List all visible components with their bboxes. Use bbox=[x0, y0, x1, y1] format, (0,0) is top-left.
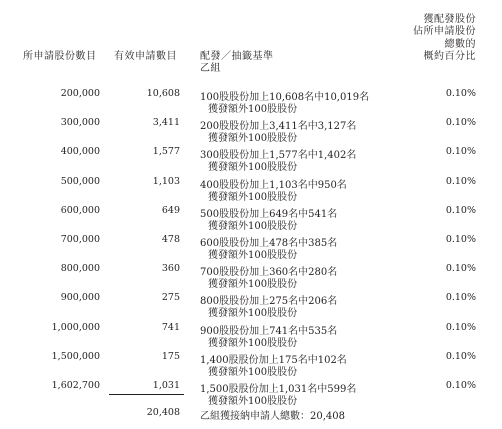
cell-basis-line2: 獲發額外100股股份 bbox=[208, 308, 298, 319]
cell-basis-line1: 900股股份加上741名中535名 bbox=[200, 326, 338, 337]
header-pct-line2: 佔所申請股份 bbox=[413, 26, 476, 37]
table-row bbox=[0, 176, 502, 206]
cell-basis-line2: 獲發額外100股股份 bbox=[208, 221, 298, 232]
cell-basis-line2: 獲發額外100股股份 bbox=[208, 192, 298, 203]
cell-basis-line1: 700股股份加上360名中280名 bbox=[200, 267, 338, 278]
cell-basis-line2: 獲發額外100股股份 bbox=[208, 338, 298, 349]
cell-applied-shares: 300,000 bbox=[60, 117, 100, 128]
header-valid-applications: 有效申請數目 bbox=[114, 51, 177, 62]
cell-applied-shares: 1,602,700 bbox=[51, 380, 100, 391]
cell-basis-line1: 500股股份加上649名中541名 bbox=[200, 209, 338, 220]
cell-allotment-pct: 0.10% bbox=[445, 351, 476, 362]
cell-basis-line1: 300股股份加上1,577名中1,402名 bbox=[200, 150, 357, 161]
table-row bbox=[0, 292, 502, 322]
cell-allotment-pct: 0.10% bbox=[445, 380, 476, 391]
header-applied-shares: 所申請股份數目 bbox=[23, 51, 97, 62]
header-pct-line1: 獲配發股份 bbox=[423, 14, 476, 25]
cell-allotment-pct: 0.10% bbox=[445, 234, 476, 245]
header-allocation-basis: 配發／抽籤基準 bbox=[200, 51, 274, 62]
cell-applied-shares: 500,000 bbox=[60, 176, 100, 187]
header-pct-line3: 總數的 bbox=[444, 39, 476, 50]
cell-valid-applications: 478 bbox=[161, 234, 180, 245]
cell-valid-applications: 1,031 bbox=[152, 380, 180, 391]
cell-allotment-pct: 0.10% bbox=[445, 322, 476, 333]
cell-valid-applications: 1,577 bbox=[152, 146, 180, 157]
table-row bbox=[0, 146, 502, 176]
cell-allotment-pct: 0.10% bbox=[445, 263, 476, 274]
cell-applied-shares: 600,000 bbox=[60, 205, 100, 216]
cell-applied-shares: 1,000,000 bbox=[51, 322, 100, 333]
header-pct-line4: 概約百分比 bbox=[423, 51, 476, 62]
table-row bbox=[0, 88, 502, 118]
table-row bbox=[0, 322, 502, 352]
cell-allotment-pct: 0.10% bbox=[445, 117, 476, 128]
cell-basis-line1: 800股股份加上275名中206名 bbox=[200, 296, 338, 307]
cell-basis-line2: 獲發額外100股股份 bbox=[208, 162, 298, 173]
cell-applied-shares: 400,000 bbox=[60, 146, 100, 157]
cell-valid-applications: 175 bbox=[161, 351, 180, 362]
cell-basis-line1: 1,400股股份加上175名中102名 bbox=[200, 355, 347, 366]
total-label: 乙組獲接納申請人總數：20,408 bbox=[200, 411, 345, 422]
cell-basis-line2: 獲發額外100股股份 bbox=[208, 250, 298, 261]
cell-allotment-pct: 0.10% bbox=[445, 292, 476, 303]
cell-basis-line2: 獲發額外100股股份 bbox=[208, 133, 298, 144]
cell-applied-shares: 200,000 bbox=[60, 88, 100, 99]
cell-basis-line1: 100股股份加上10,608名中10,019名 bbox=[200, 92, 370, 103]
table-row bbox=[0, 205, 502, 235]
cell-valid-applications: 741 bbox=[161, 322, 180, 333]
table-row bbox=[0, 117, 502, 147]
cell-valid-applications: 360 bbox=[161, 263, 180, 274]
cell-basis-line1: 400股股份加上1,103名中950名 bbox=[200, 180, 347, 191]
cell-valid-applications: 1,103 bbox=[152, 176, 180, 187]
cell-allotment-pct: 0.10% bbox=[445, 176, 476, 187]
table-row bbox=[0, 234, 502, 264]
cell-valid-applications: 10,608 bbox=[146, 88, 180, 99]
cell-valid-applications: 649 bbox=[161, 205, 180, 216]
cell-applied-shares: 800,000 bbox=[60, 263, 100, 274]
cell-basis-line2: 獲發額外100股股份 bbox=[208, 396, 298, 407]
table-row bbox=[0, 263, 502, 293]
total-divider bbox=[109, 394, 184, 395]
table-row bbox=[0, 380, 502, 410]
header-group-b: 乙組 bbox=[200, 63, 221, 74]
cell-applied-shares: 1,500,000 bbox=[51, 351, 100, 362]
cell-allotment-pct: 0.10% bbox=[445, 146, 476, 157]
cell-basis-line2: 獲發額外100股股份 bbox=[208, 104, 298, 115]
cell-allotment-pct: 0.10% bbox=[445, 88, 476, 99]
cell-allotment-pct: 0.10% bbox=[445, 205, 476, 216]
cell-basis-line1: 600股股份加上478名中385名 bbox=[200, 238, 338, 249]
cell-basis-line2: 獲發額外100股股份 bbox=[208, 367, 298, 378]
cell-basis-line1: 1,500股股份加上1,031名中599名 bbox=[200, 384, 357, 395]
cell-valid-applications: 275 bbox=[161, 292, 180, 303]
cell-basis-line2: 獲發額外100股股份 bbox=[208, 279, 298, 290]
cell-applied-shares: 700,000 bbox=[60, 234, 100, 245]
cell-valid-applications: 3,411 bbox=[152, 117, 180, 128]
cell-basis-line1: 200股股份加上3,411名中3,127名 bbox=[200, 121, 357, 132]
table-row bbox=[0, 351, 502, 381]
total-valid-applications: 20,408 bbox=[146, 407, 180, 418]
cell-applied-shares: 900,000 bbox=[60, 292, 100, 303]
